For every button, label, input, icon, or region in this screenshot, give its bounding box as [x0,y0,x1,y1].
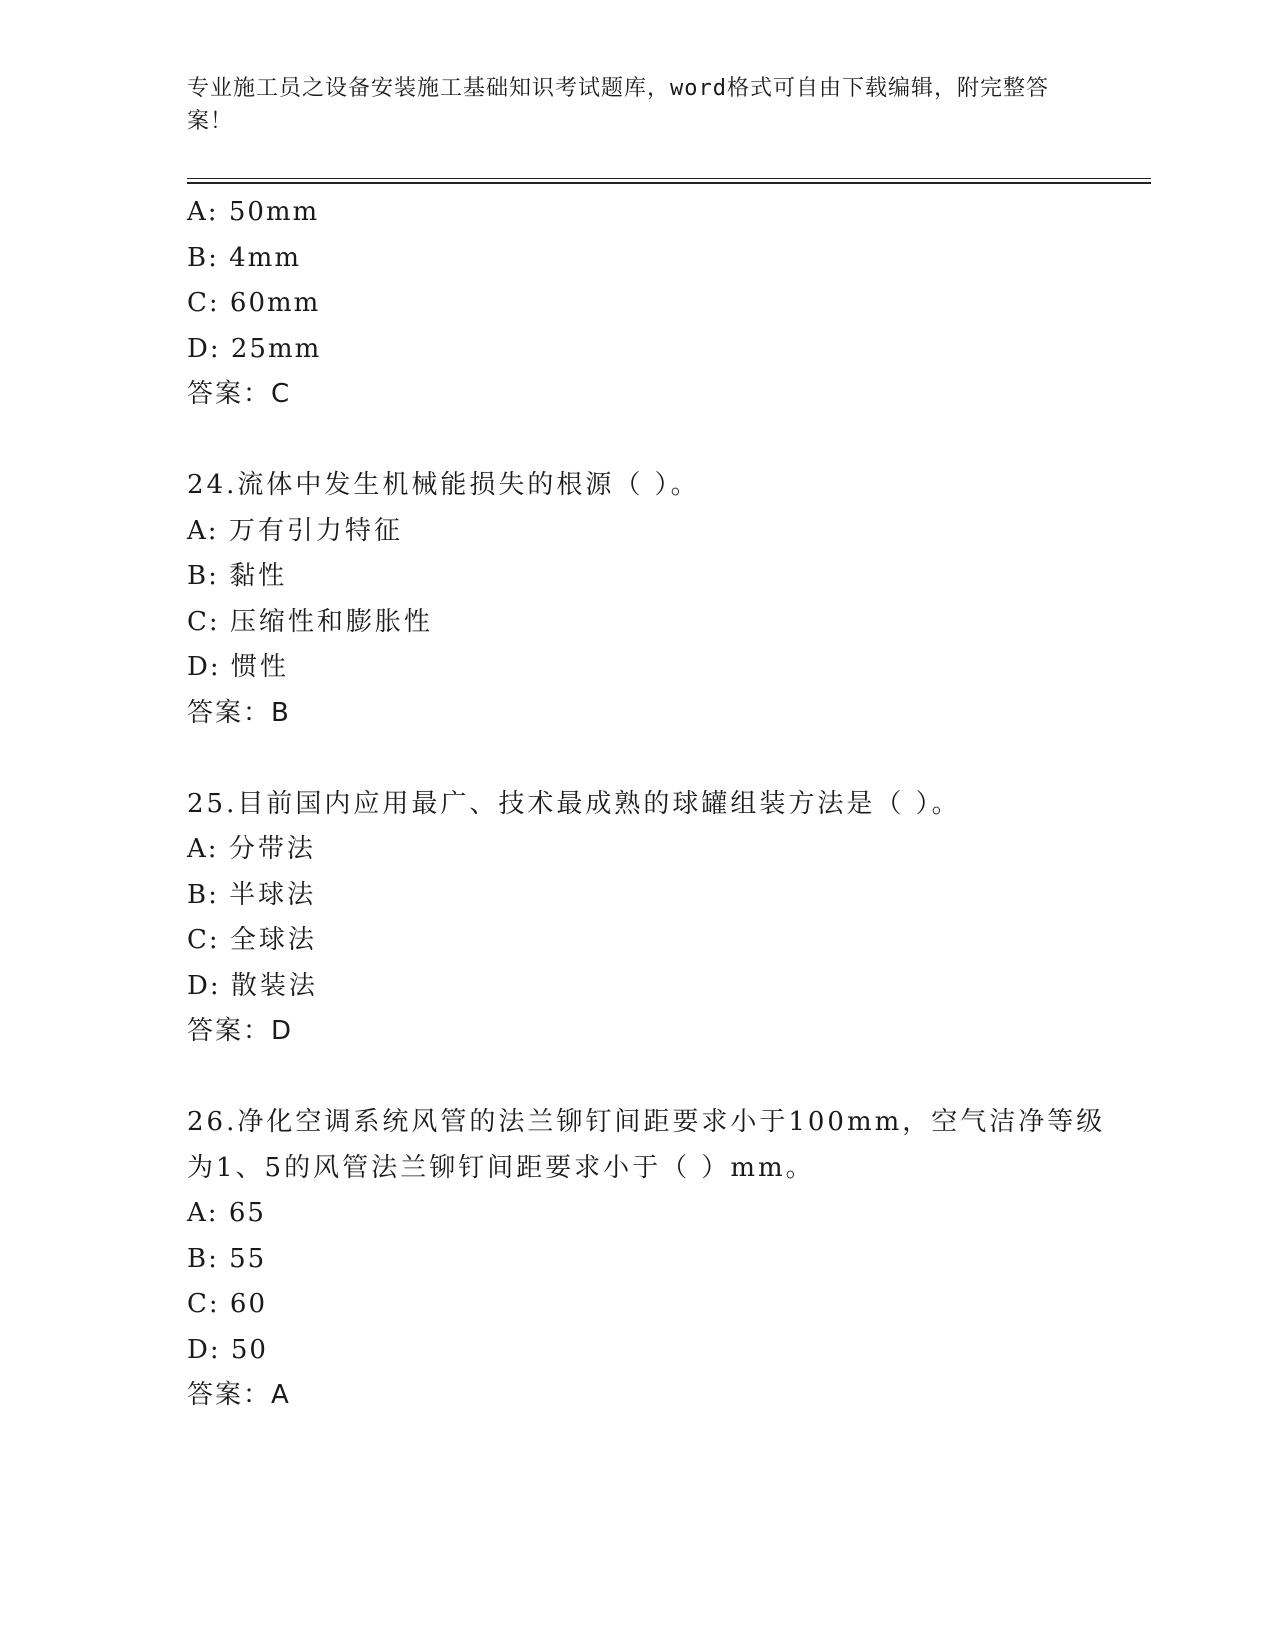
option-d: D: 50 [187,1334,268,1365]
question-block-25 [187,782,1087,1055]
header-rule-thick [187,182,1151,184]
answer-line: 答案：D [187,1016,294,1046]
option-c: C: 压缩性和膨胀性 [187,606,433,637]
answer-line: 答案：C [187,379,292,409]
answer-line: 答案：B [187,697,291,728]
option-a: A: 万有引力特征 [187,515,403,546]
option-b: B: 55 [187,1243,267,1274]
option-c: C: 60 [187,1289,268,1319]
option-a: A: 65 [187,1198,266,1228]
spacer [187,418,1087,464]
option-b: B: 4mm [187,242,301,273]
option-c: C: 60mm [187,288,321,318]
option-d: D: 惯性 [187,652,289,682]
spacer [187,1055,1087,1101]
option-d: D: 25mm [187,333,322,364]
option-b: B: 半球法 [187,879,317,910]
question-block-26 [187,1100,1106,1419]
question-text-line-1: 26.净化空调系统风管的法兰铆钉间距要求小于100mm，空气洁净等级 [187,1107,1106,1137]
option-b: B: 黏性 [187,561,288,591]
question-document [187,190,1106,1419]
question-block-24 [187,463,1087,736]
spacer [187,736,1087,782]
question-text: 24.流体中发生机械能损失的根源（ ）。 [187,470,700,500]
question-text: 25.目前国内应用最广、技术最成熟的球罐组装方法是（ ）。 [187,788,961,819]
option-a: A: 50mm [187,197,320,227]
header-rule-thin [187,178,1151,179]
question-block-23 [187,190,1087,418]
option-a: A: 分带法 [187,834,316,864]
document-header: 专业施工员之设备安装施工基础知识考试题库，word格式可自由下载编辑，附完整答案！ [187,76,1049,134]
answer-line: 答案：A [187,1380,291,1410]
question-text-line-2: 为1、5的风管法兰铆钉间距要求小于（ ）mm。 [187,1152,815,1183]
option-c: C: 全球法 [187,925,317,955]
option-d: D: 散装法 [187,970,318,1001]
